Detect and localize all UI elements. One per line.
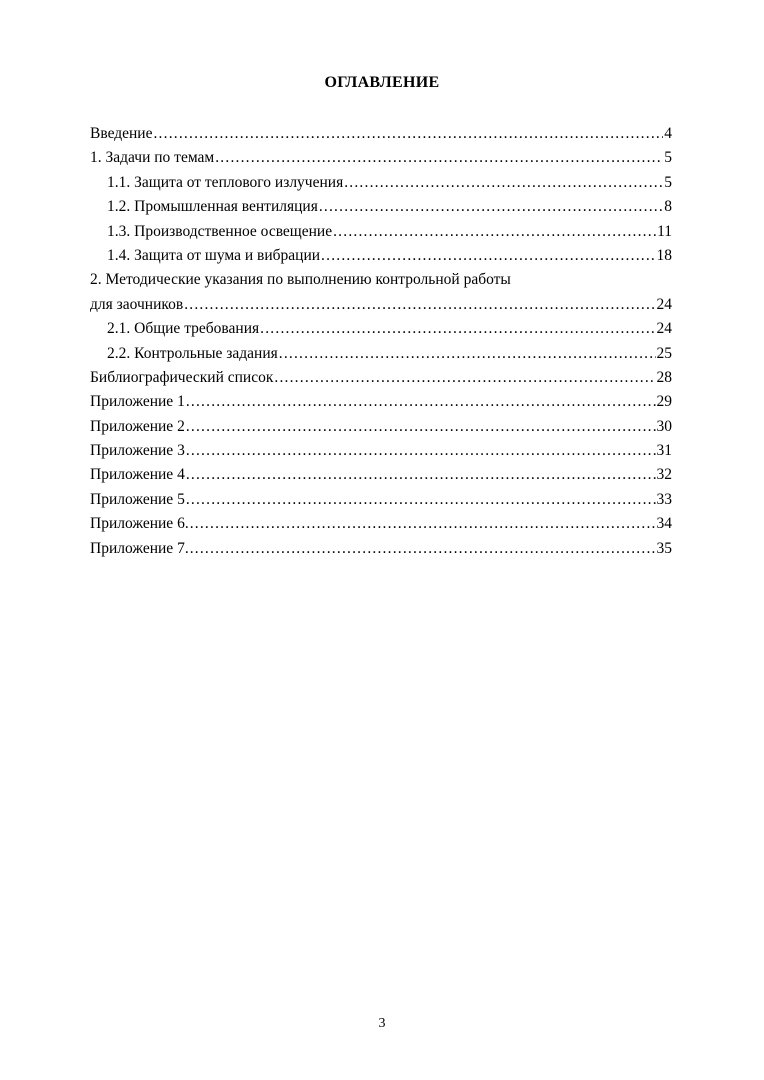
toc-leader-dots [190, 537, 656, 561]
toc-entry-introduction[interactable] [90, 122, 672, 146]
toc-entry-label: 1.2. Промышленная вентиляция [107, 198, 318, 216]
toc-leader-dots [190, 512, 656, 536]
toc-entry-page: 31 [656, 442, 672, 460]
toc-entry-page: 24 [656, 320, 672, 338]
toc-leader-dots [186, 439, 656, 463]
toc-entry-label: Введение [90, 125, 153, 142]
toc-entry-page: 5 [664, 149, 672, 167]
toc-leader-dots [153, 122, 663, 146]
toc-entry-section-1-4[interactable] [90, 244, 672, 268]
toc-entry-label: Приложение 3 [90, 442, 185, 460]
toc-leader-dots [186, 415, 656, 439]
toc-leader-dots [333, 220, 656, 244]
toc-entry-page: 5 [664, 173, 672, 191]
toc-entry-page: 32 [656, 466, 672, 484]
toc-entry-appendix-4[interactable] [90, 463, 672, 487]
toc-entry-section-2-line2[interactable] [90, 293, 672, 317]
toc-entry-page: 29 [656, 393, 672, 411]
toc-entry-page: 30 [656, 417, 672, 435]
toc-entry-label: Приложение 2 [90, 417, 185, 435]
toc-entry-page: 24 [656, 295, 672, 313]
toc-entry-label: Приложение 6. [90, 515, 189, 533]
toc-entry-page: 35 [656, 539, 672, 557]
toc-entry-page: 28 [656, 368, 672, 386]
toc-leader-dots [274, 366, 655, 390]
toc-entry-label: Приложение 5 [90, 490, 185, 508]
toc-entry-section-1[interactable] [90, 146, 672, 170]
toc-leader-dots [186, 463, 656, 487]
toc-entry-label: 1. Задачи по темам [90, 149, 215, 167]
toc-entry-label: Приложение 1 [90, 393, 185, 411]
toc-entry-appendix-5[interactable] [90, 488, 672, 512]
toc-entry-appendix-2[interactable] [90, 415, 672, 439]
toc-entry-section-1-3[interactable] [90, 220, 672, 244]
toc-entry-label: для заочников [90, 295, 184, 313]
toc-entry-label: 2.2. Контрольные задания [107, 344, 278, 362]
toc-entry-page: 18 [656, 246, 672, 264]
toc-entry-section-2-line1[interactable] [90, 268, 672, 292]
toc-entry-page: 33 [656, 490, 672, 508]
toc-leader-dots [344, 171, 663, 195]
toc-entry-appendix-7[interactable] [90, 537, 672, 561]
toc-entry-appendix-6[interactable] [90, 512, 672, 536]
toc-entry-label: Приложение 7. [90, 539, 189, 557]
toc-entry-page: 8 [664, 198, 672, 216]
toc-leader-dots [186, 488, 656, 512]
toc-leader-dots [215, 146, 663, 170]
toc-leader-dots [279, 342, 656, 366]
toc-entry-appendix-3[interactable] [90, 439, 672, 463]
page-number: 3 [378, 1016, 386, 1031]
toc-entry-page: 34 [656, 515, 672, 533]
toc-entry-appendix-1[interactable] [90, 390, 672, 414]
toc-entry-section-2-1[interactable] [90, 317, 672, 341]
toc-leader-dots [260, 317, 655, 341]
toc-entry-label: 1.1. Защита от теплового излучения [107, 173, 344, 191]
toc-entry-label: 1.4. Защита от шума и вибрации [107, 246, 321, 264]
toc-leader-dots [319, 195, 663, 219]
toc-entry-section-2-2[interactable] [90, 342, 672, 366]
toc-entry-label: 2.1. Общие требования [107, 320, 260, 338]
toc-entry-page: 11 [657, 222, 672, 240]
toc-entry-section-1-2[interactable] [90, 195, 672, 219]
toc-leader-dots [186, 390, 656, 414]
toc-entry-label: Приложение 4 [90, 466, 185, 484]
table-of-contents [90, 122, 672, 561]
toc-entry-page: 25 [656, 344, 672, 362]
toc-entry-section-1-1[interactable] [90, 171, 672, 195]
toc-leader-dots [321, 244, 655, 268]
toc-entry-label: 2. Методические указания по выполнению контрольной работы [90, 271, 511, 289]
toc-entry-page: 4 [664, 125, 672, 142]
toc-entry-label: 1.3. Производственное освещение [107, 222, 333, 240]
toc-leader-dots [184, 293, 655, 317]
toc-entry-label: Библиографический список [90, 368, 274, 386]
toc-entry-bibliography[interactable] [90, 366, 672, 390]
page-title: ОГЛАВЛЕНИЕ [324, 74, 440, 91]
